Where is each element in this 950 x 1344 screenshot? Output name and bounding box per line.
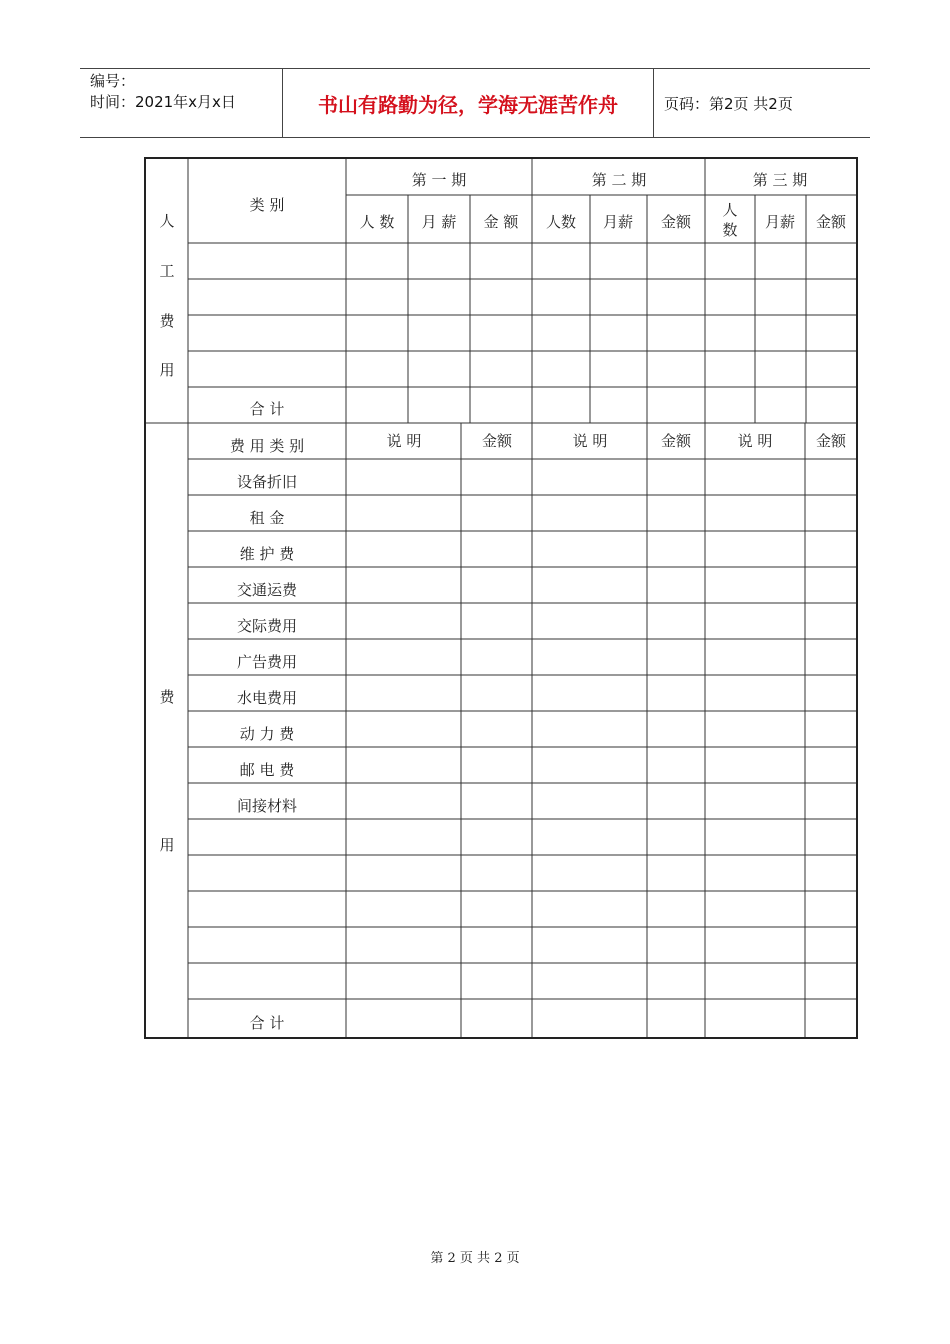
expense-p1-description-header: 说 明 <box>386 432 422 450</box>
expense-form-table <box>144 157 858 1039</box>
labor-category-header: 类 别 <box>249 196 285 214</box>
period-3-header: 第 三 期 <box>752 171 808 189</box>
period-2-header: 第 二 期 <box>591 171 647 189</box>
expense-item-label: 设备折旧 <box>236 473 298 491</box>
period-3-salary-header: 月薪 <box>764 213 796 231</box>
expense-item-label: 间接材料 <box>236 797 298 815</box>
page-info: 页码：第2页 共2页 <box>664 94 793 113</box>
expense-p2-amount-header: 金额 <box>660 432 692 450</box>
expense-p3-description-header: 说 明 <box>737 432 773 450</box>
expense-side-char: 费 <box>159 688 175 706</box>
period-1-amount-header: 金 额 <box>483 213 519 231</box>
document-header <box>80 68 870 138</box>
code-label: 编号： <box>90 72 136 90</box>
period-2-headcount-header: 人数 <box>545 213 577 231</box>
expense-item-label: 交际费用 <box>236 617 298 635</box>
labor-side-char: 人 <box>159 212 175 230</box>
expense-item-label: 广告费用 <box>236 653 298 671</box>
expense-item-label: 租 金 <box>249 509 285 527</box>
expense-total-label: 合 计 <box>249 1014 285 1032</box>
labor-side-char: 用 <box>159 361 175 379</box>
period-3-headcount-header: 人数 <box>722 201 738 239</box>
time-label: 时间：2021年x月x日 <box>90 93 236 111</box>
expense-side-char: 用 <box>159 836 175 854</box>
period-1-header: 第 一 期 <box>411 171 467 189</box>
expense-item-label: 交通运费 <box>236 581 298 599</box>
period-1-salary-header: 月 薪 <box>421 213 457 231</box>
labor-side-char: 费 <box>159 312 175 330</box>
period-3-amount-header: 金额 <box>815 213 847 231</box>
expense-p2-description-header: 说 明 <box>572 432 608 450</box>
period-1-headcount-header: 人 数 <box>359 213 395 231</box>
labor-total-label: 合 计 <box>249 400 285 418</box>
header-left-cell <box>80 69 282 137</box>
page-footer: 第 2 页 共 2 页 <box>430 1251 520 1266</box>
motto-title: 书山有路勤为径，学海无涯苦作舟 <box>282 69 654 137</box>
period-2-salary-header: 月薪 <box>602 213 634 231</box>
expense-item-label: 动 力 费 <box>239 725 295 743</box>
expense-p1-amount-header: 金额 <box>481 432 513 450</box>
expense-item-label: 邮 电 费 <box>239 761 295 779</box>
expense-item-label: 维 护 费 <box>239 545 295 563</box>
labor-side-char: 工 <box>159 262 175 280</box>
expense-category-header: 费 用 类 别 <box>229 437 305 455</box>
expense-p3-amount-header: 金额 <box>815 432 847 450</box>
expense-item-label: 水电费用 <box>236 689 298 707</box>
period-2-amount-header: 金额 <box>660 213 692 231</box>
